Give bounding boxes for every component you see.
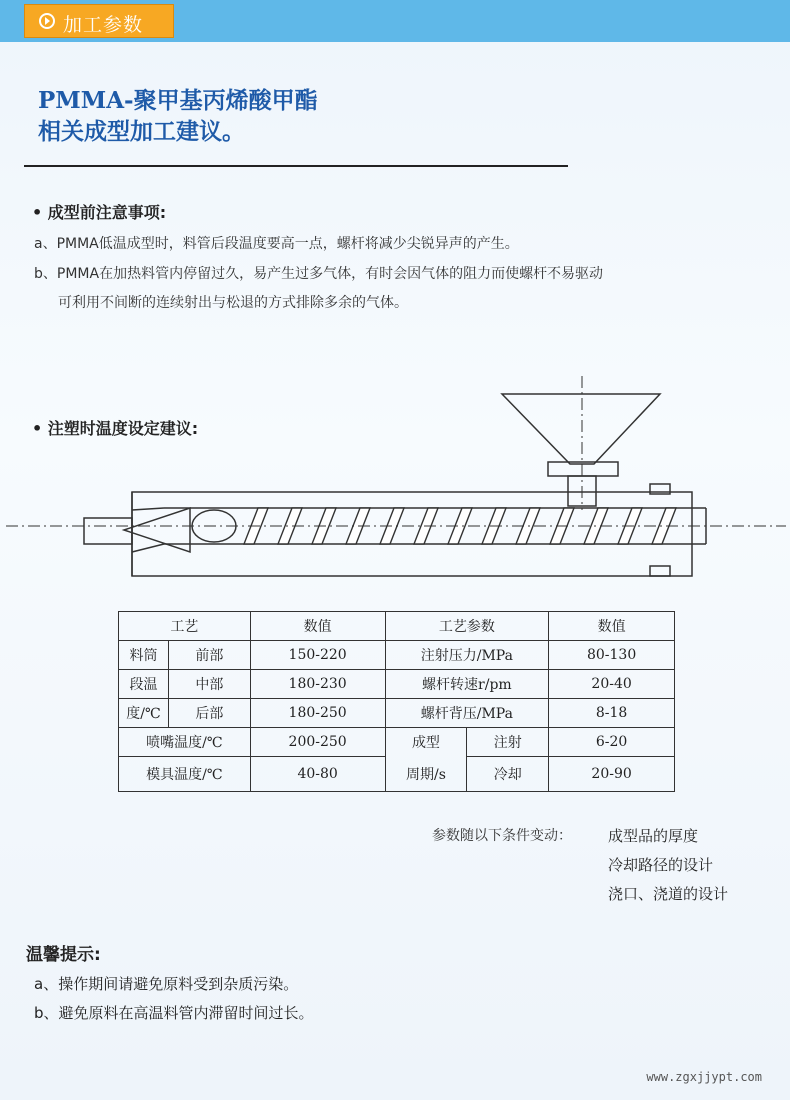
- table-header-row: [119, 612, 675, 641]
- hopper-funnel: [502, 394, 660, 464]
- header-value: 数值: [250, 612, 385, 641]
- table-row: [119, 757, 675, 792]
- cooling-value: 20-90: [549, 757, 675, 792]
- precaution-a: a、PMMA低温成型时，料管后段温度要高一点，螺杆将减少尖锐异声的产生。: [34, 236, 519, 252]
- mold-temp-value: 40-80: [250, 757, 385, 792]
- inj-pressure-value: 80-130: [549, 641, 675, 670]
- screw-barrel-diagram: [0, 370, 790, 590]
- section-heading-temperature: • 注塑时温度设定建议:: [32, 419, 199, 438]
- barrel-label-2: 段温: [119, 670, 169, 699]
- front-value: 150-220: [250, 641, 385, 670]
- table-row: [119, 728, 675, 757]
- back-pressure-value: 8-18: [549, 699, 675, 728]
- section-tag-label: 加工参数: [63, 14, 144, 36]
- page-title-line2: 相关成型加工建议。: [38, 118, 245, 145]
- precaution-b-cont: 可利用不间断的连续射出与松退的方式排除多余的气体。: [58, 295, 408, 311]
- process-parameter-table: [118, 611, 675, 792]
- section-tag: [24, 4, 174, 38]
- header-value2: 数值: [549, 612, 675, 641]
- mid-value: 180-230: [250, 670, 385, 699]
- nozzle-temp-label: 喷嘴温度/℃: [119, 728, 251, 757]
- cooling-label: 冷却: [467, 757, 549, 792]
- barrel-label-1: 料筒: [119, 641, 169, 670]
- nozzle-temp-value: 200-250: [250, 728, 385, 757]
- tip-item: a、操作期间请避免原料受到杂质污染。: [34, 975, 299, 993]
- rear-value: 180-250: [250, 699, 385, 728]
- mold-temp-label: 模具温度/℃: [119, 757, 251, 792]
- tips-title: 温馨提示:: [26, 945, 101, 965]
- screw-speed-value: 20-40: [549, 670, 675, 699]
- condition-item: 成型品的厚度: [608, 827, 699, 845]
- barrel-outline: [132, 492, 692, 576]
- table-row: [119, 670, 675, 699]
- site-watermark: www.zgxjjypt.com: [646, 1070, 762, 1084]
- header-process: 工艺: [119, 612, 251, 641]
- front-label: 前部: [168, 641, 250, 670]
- play-circle-icon: [39, 13, 55, 29]
- precaution-b: b、PMMA在加热料管内停留过久，易产生过多气体，有时会因气体的阻力而使螺杆不易驱动: [34, 266, 604, 282]
- condition-item: 冷却路径的设计: [608, 856, 714, 874]
- screw-speed-label: 螺杆转速r/pm: [385, 670, 549, 699]
- section-heading-precautions: • 成型前注意事项:: [32, 203, 167, 222]
- injection-value: 6-20: [549, 728, 675, 757]
- condition-item: 浇口、浇道的设计: [608, 885, 729, 903]
- cycle-label-2: 周期/s: [385, 757, 467, 792]
- conditions-label: 参数随以下条件变动：: [432, 828, 572, 844]
- injection-label: 注射: [467, 728, 549, 757]
- rear-label: 后部: [168, 699, 250, 728]
- back-pressure-label: 螺杆背压/MPa: [385, 699, 549, 728]
- heater-band-bottom: [650, 566, 670, 576]
- cycle-label-1: 成型: [385, 728, 467, 757]
- header-parameter: 工艺参数: [385, 612, 549, 641]
- mid-label: 中部: [168, 670, 250, 699]
- inj-pressure-label: 注射压力/MPa: [385, 641, 549, 670]
- table-row: [119, 641, 675, 670]
- barrel-label-3: 度/℃: [119, 699, 169, 728]
- page-title-line1: PMMA-聚甲基丙烯酸甲酯: [38, 87, 318, 114]
- title-divider: [24, 165, 568, 167]
- table-row: [119, 699, 675, 728]
- tip-item: b、避免原料在高温料管内滞留时间过长。: [34, 1004, 314, 1022]
